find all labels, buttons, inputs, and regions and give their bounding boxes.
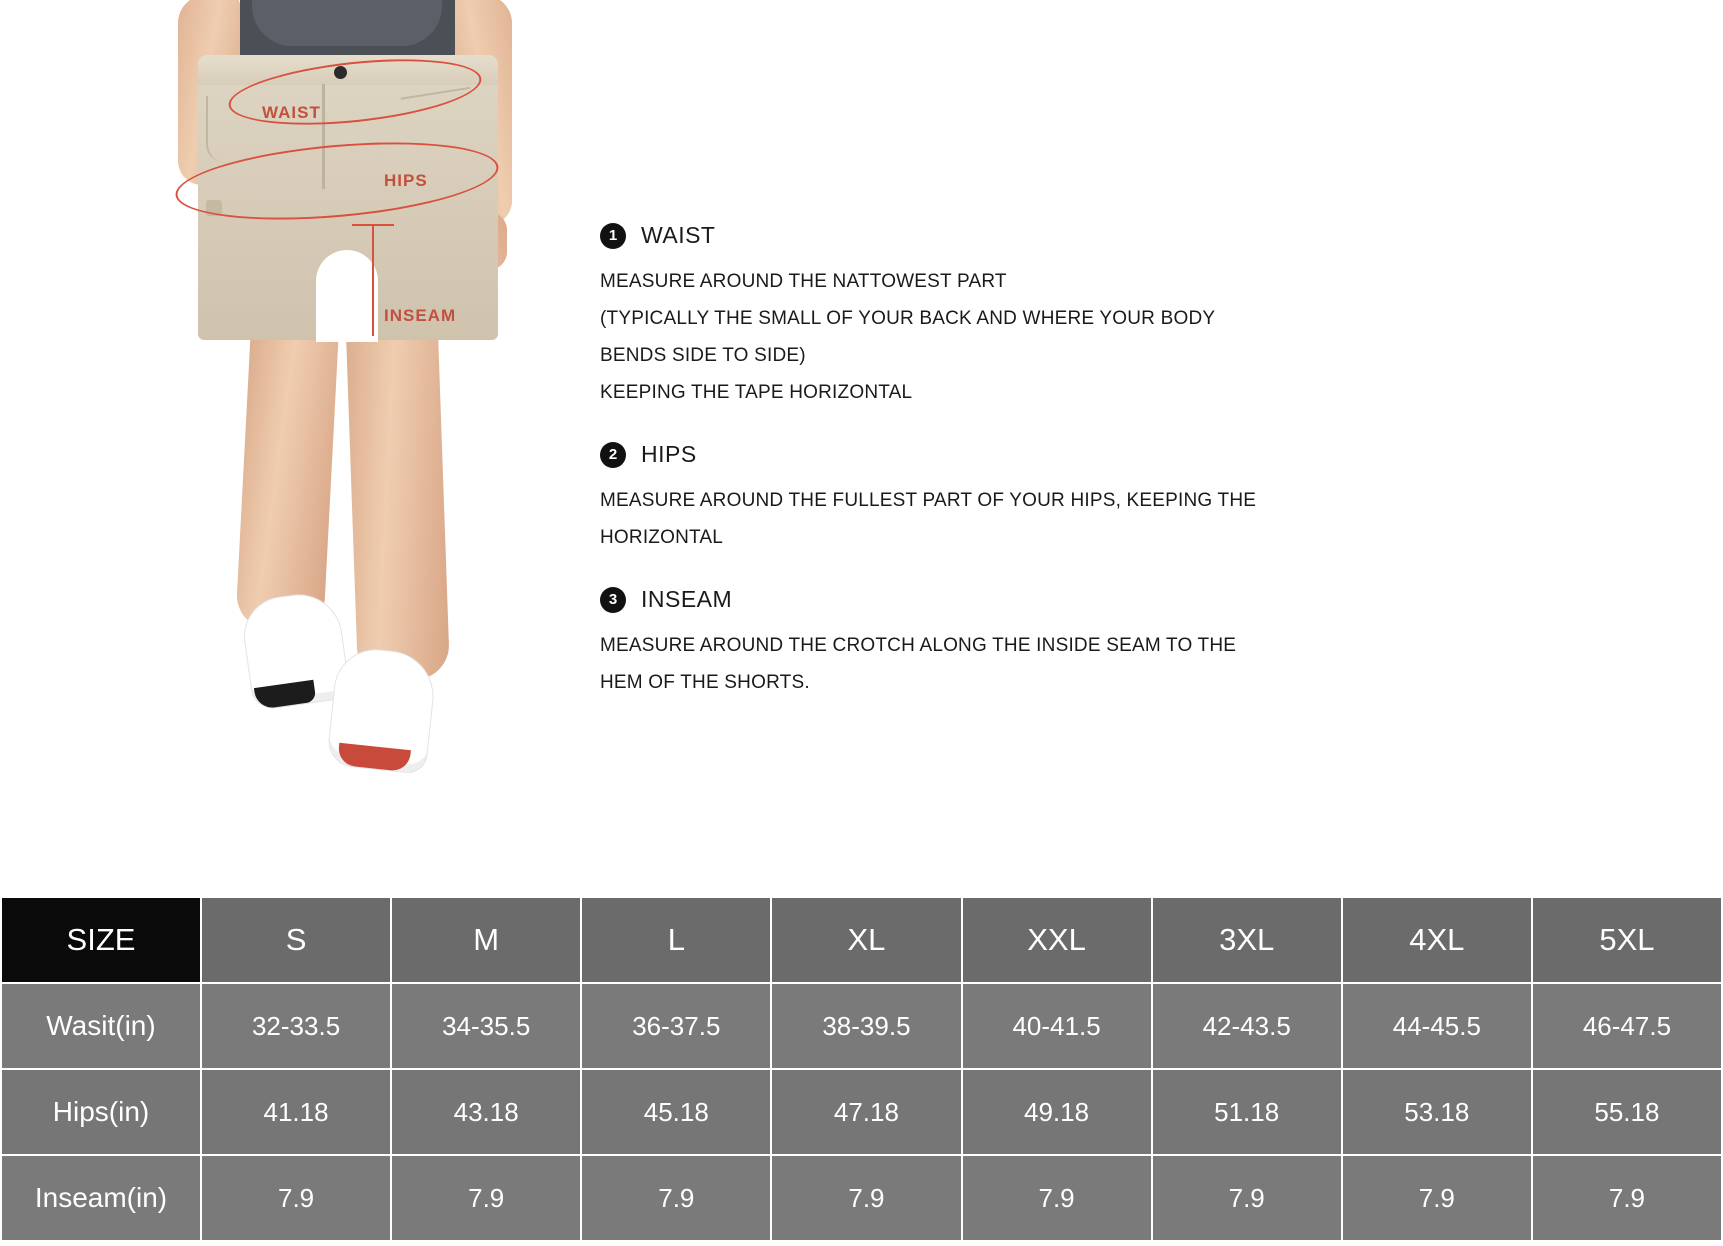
cell-inseam-l: 7.9 (581, 1155, 771, 1241)
table-row (1, 1155, 1722, 1241)
cell-waist-5xl: 46-47.5 (1532, 983, 1722, 1069)
cell-waist-s: 32-33.5 (201, 983, 391, 1069)
row-label-inseam: Inseam(in) (1, 1155, 201, 1241)
cell-waist-3xl: 42-43.5 (1152, 983, 1342, 1069)
cell-inseam-3xl: 7.9 (1152, 1155, 1342, 1241)
step-number-badge-3: 3 (600, 587, 626, 613)
instruction-line: KEEPING THE TAPE HORIZONTAL (600, 382, 913, 403)
table-row (1, 1069, 1722, 1155)
column-header-l: L (581, 897, 771, 983)
step-number-badge-2: 2 (600, 442, 626, 468)
cell-hips-4xl: 53.18 (1342, 1069, 1532, 1155)
instruction-title-waist: WAIST (641, 222, 716, 248)
instruction-heading-inseam (600, 586, 1600, 613)
cell-hips-3xl: 51.18 (1152, 1069, 1342, 1155)
column-header-3xl: 3XL (1152, 897, 1342, 983)
cell-inseam-xxl: 7.9 (962, 1155, 1152, 1241)
cell-inseam-5xl: 7.9 (1532, 1155, 1722, 1241)
model-left-leg (235, 328, 339, 632)
cell-waist-l: 36-37.5 (581, 983, 771, 1069)
model-right-shoe (326, 645, 438, 775)
instruction-line: MEASURE AROUND THE CROTCH ALONG THE INSIDE SEAM TO THE (600, 635, 1237, 656)
column-header-s: S (201, 897, 391, 983)
instruction-title-inseam: INSEAM (641, 586, 733, 612)
cell-hips-xl: 47.18 (771, 1069, 961, 1155)
instruction-block-waist (600, 222, 1600, 411)
column-header-xxl: XXL (962, 897, 1152, 983)
instruction-block-inseam (600, 586, 1600, 701)
table-header-row (1, 897, 1722, 983)
cell-hips-m: 43.18 (391, 1069, 581, 1155)
cell-inseam-s: 7.9 (201, 1155, 391, 1241)
cell-waist-m: 34-35.5 (391, 983, 581, 1069)
instruction-block-hips (600, 441, 1600, 556)
waist-marker-label: WAIST (262, 103, 321, 122)
instruction-line: BENDS SIDE TO SIDE) (600, 345, 806, 366)
instruction-line: (TYPICALLY THE SMALL OF YOUR BACK AND WHERE YOUR BODY (600, 308, 1216, 329)
instruction-heading-waist (600, 222, 1600, 249)
column-header-4xl: 4XL (1342, 897, 1532, 983)
column-header-5xl: 5XL (1532, 897, 1722, 983)
column-header-xl: XL (771, 897, 961, 983)
cell-hips-s: 41.18 (201, 1069, 391, 1155)
inseam-marker-label: INSEAM (384, 306, 457, 325)
instruction-line: MEASURE AROUND THE FULLEST PART OF YOUR HIPS, KEEPING THE (600, 490, 1257, 511)
table-row (1, 983, 1722, 1069)
instruction-title-hips: HIPS (641, 441, 697, 467)
instruction-line: HEM OF THE SHORTS. (600, 672, 810, 693)
instruction-heading-hips (600, 441, 1600, 468)
cell-inseam-4xl: 7.9 (1342, 1155, 1532, 1241)
cell-waist-xxl: 40-41.5 (962, 983, 1152, 1069)
cell-waist-4xl: 44-45.5 (1342, 983, 1532, 1069)
cell-hips-xxl: 49.18 (962, 1069, 1152, 1155)
instruction-line: HORIZONTAL (600, 527, 724, 548)
measurement-instructions (600, 222, 1600, 731)
row-label-hips: Hips(in) (1, 1069, 201, 1155)
table-corner-label: SIZE (1, 897, 201, 983)
hips-marker-label: HIPS (384, 171, 428, 190)
column-header-m: M (391, 897, 581, 983)
cell-hips-l: 45.18 (581, 1069, 771, 1155)
cell-waist-xl: 38-39.5 (771, 983, 961, 1069)
product-measurement-illustration (0, 0, 560, 880)
cell-hips-5xl: 55.18 (1532, 1069, 1722, 1155)
instruction-line: MEASURE AROUND THE NATTOWEST PART (600, 271, 1007, 292)
cell-inseam-m: 7.9 (391, 1155, 581, 1241)
model-right-leg (346, 329, 450, 682)
size-chart-table (0, 896, 1723, 1242)
cell-inseam-xl: 7.9 (771, 1155, 961, 1241)
inseam-measure-line (372, 224, 374, 336)
step-number-badge-1: 1 (600, 223, 626, 249)
row-label-waist: Wasit(in) (1, 983, 201, 1069)
